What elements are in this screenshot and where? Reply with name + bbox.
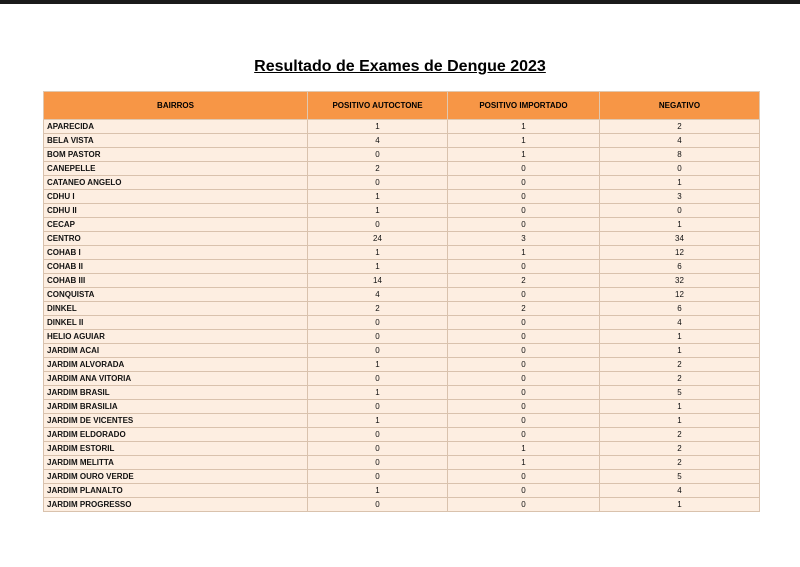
cell-positivo-importado: 0 (448, 204, 600, 218)
table-row (44, 176, 760, 190)
cell-positivo-importado: 0 (448, 498, 600, 512)
cell-positivo-autoctone: 0 (308, 218, 448, 232)
cell-bairro: CATANEO ANGELO (44, 176, 308, 190)
cell-bairro: APARECIDA (44, 120, 308, 134)
cell-positivo-autoctone: 0 (308, 456, 448, 470)
cell-negativo: 2 (600, 120, 760, 134)
cell-bairro: HELIO AGUIAR (44, 330, 308, 344)
cell-bairro: JARDIM DE VICENTES (44, 414, 308, 428)
cell-positivo-autoctone: 1 (308, 190, 448, 204)
cell-negativo: 4 (600, 316, 760, 330)
cell-negativo: 12 (600, 246, 760, 260)
cell-negativo: 2 (600, 442, 760, 456)
cell-positivo-importado: 1 (448, 456, 600, 470)
cell-bairro: CDHU II (44, 204, 308, 218)
table-row (44, 470, 760, 484)
table-row (44, 288, 760, 302)
cell-negativo: 1 (600, 400, 760, 414)
cell-bairro: JARDIM ALVORADA (44, 358, 308, 372)
cell-positivo-importado: 0 (448, 330, 600, 344)
table-header-row (44, 92, 760, 120)
cell-negativo: 2 (600, 372, 760, 386)
table-row (44, 190, 760, 204)
cell-negativo: 32 (600, 274, 760, 288)
cell-positivo-autoctone: 1 (308, 414, 448, 428)
top-border (0, 0, 800, 4)
dengue-results-table (43, 91, 760, 512)
cell-bairro: DINKEL II (44, 316, 308, 330)
cell-positivo-autoctone: 1 (308, 246, 448, 260)
cell-positivo-importado: 0 (448, 428, 600, 442)
cell-bairro: BOM PASTOR (44, 148, 308, 162)
table-row (44, 162, 760, 176)
table-row (44, 148, 760, 162)
cell-negativo: 2 (600, 358, 760, 372)
cell-positivo-importado: 1 (448, 120, 600, 134)
cell-positivo-autoctone: 0 (308, 442, 448, 456)
cell-positivo-autoctone: 0 (308, 428, 448, 442)
table-row (44, 274, 760, 288)
cell-positivo-autoctone: 0 (308, 372, 448, 386)
cell-bairro: CANEPELLE (44, 162, 308, 176)
header-positivo-importado: POSITIVO IMPORTADO (448, 92, 600, 120)
table-row (44, 218, 760, 232)
table-row (44, 134, 760, 148)
table-row (44, 120, 760, 134)
cell-positivo-importado: 0 (448, 470, 600, 484)
cell-positivo-autoctone: 0 (308, 498, 448, 512)
cell-bairro: JARDIM PLANALTO (44, 484, 308, 498)
cell-positivo-importado: 0 (448, 400, 600, 414)
page-title: Resultado de Exames de Dengue 2023 (254, 58, 546, 75)
cell-bairro: JARDIM ESTORIL (44, 442, 308, 456)
cell-bairro: JARDIM OURO VERDE (44, 470, 308, 484)
cell-bairro: JARDIM MELITTA (44, 456, 308, 470)
cell-bairro: CECAP (44, 218, 308, 232)
cell-positivo-autoctone: 1 (308, 358, 448, 372)
table-row (44, 428, 760, 442)
cell-positivo-importado: 0 (448, 190, 600, 204)
cell-negativo: 1 (600, 344, 760, 358)
cell-positivo-autoctone: 1 (308, 204, 448, 218)
cell-negativo: 3 (600, 190, 760, 204)
cell-positivo-autoctone: 14 (308, 274, 448, 288)
cell-bairro: JARDIM ANA VITORIA (44, 372, 308, 386)
cell-negativo: 8 (600, 148, 760, 162)
cell-bairro: JARDIM ELDORADO (44, 428, 308, 442)
cell-positivo-importado: 0 (448, 218, 600, 232)
table-row (44, 414, 760, 428)
table-row (44, 232, 760, 246)
cell-negativo: 5 (600, 386, 760, 400)
cell-positivo-importado: 0 (448, 176, 600, 190)
cell-negativo: 1 (600, 330, 760, 344)
table-row (44, 330, 760, 344)
cell-positivo-autoctone: 0 (308, 148, 448, 162)
header-positivo-autoctone: POSITIVO AUTOCTONE (308, 92, 448, 120)
cell-positivo-autoctone: 0 (308, 400, 448, 414)
cell-positivo-autoctone: 1 (308, 260, 448, 274)
cell-positivo-autoctone: 0 (308, 470, 448, 484)
cell-positivo-autoctone: 2 (308, 302, 448, 316)
table-row (44, 484, 760, 498)
table-row (44, 358, 760, 372)
cell-positivo-importado: 1 (448, 246, 600, 260)
cell-positivo-autoctone: 1 (308, 120, 448, 134)
cell-negativo: 1 (600, 218, 760, 232)
cell-negativo: 2 (600, 428, 760, 442)
cell-bairro: CENTRO (44, 232, 308, 246)
cell-positivo-autoctone: 0 (308, 330, 448, 344)
cell-positivo-importado: 0 (448, 372, 600, 386)
cell-negativo: 6 (600, 260, 760, 274)
cell-positivo-importado: 0 (448, 288, 600, 302)
cell-positivo-importado: 0 (448, 316, 600, 330)
cell-positivo-importado: 0 (448, 414, 600, 428)
cell-negativo: 0 (600, 162, 760, 176)
cell-positivo-importado: 2 (448, 274, 600, 288)
cell-positivo-importado: 0 (448, 344, 600, 358)
table-row (44, 260, 760, 274)
table-row (44, 442, 760, 456)
cell-negativo: 34 (600, 232, 760, 246)
cell-bairro: BELA VISTA (44, 134, 308, 148)
table-row (44, 400, 760, 414)
cell-bairro: DINKEL (44, 302, 308, 316)
cell-positivo-autoctone: 1 (308, 484, 448, 498)
cell-positivo-autoctone: 4 (308, 288, 448, 302)
cell-negativo: 1 (600, 414, 760, 428)
cell-positivo-autoctone: 24 (308, 232, 448, 246)
table-row (44, 302, 760, 316)
table-body (44, 120, 760, 512)
cell-positivo-importado: 0 (448, 358, 600, 372)
cell-positivo-importado: 1 (448, 134, 600, 148)
cell-bairro: JARDIM BRASIL (44, 386, 308, 400)
table-row (44, 344, 760, 358)
table-row (44, 498, 760, 512)
cell-negativo: 4 (600, 134, 760, 148)
cell-bairro: COHAB II (44, 260, 308, 274)
cell-bairro: JARDIM BRASILIA (44, 400, 308, 414)
cell-positivo-autoctone: 0 (308, 344, 448, 358)
cell-negativo: 4 (600, 484, 760, 498)
table-row (44, 372, 760, 386)
cell-positivo-autoctone: 2 (308, 162, 448, 176)
table-row (44, 456, 760, 470)
cell-positivo-importado: 0 (448, 260, 600, 274)
cell-negativo: 12 (600, 288, 760, 302)
cell-bairro: CONQUISTA (44, 288, 308, 302)
cell-negativo: 6 (600, 302, 760, 316)
cell-negativo: 0 (600, 204, 760, 218)
cell-positivo-importado: 0 (448, 484, 600, 498)
table-row (44, 316, 760, 330)
header-negativo: NEGATIVO (600, 92, 760, 120)
cell-positivo-importado: 1 (448, 148, 600, 162)
cell-positivo-importado: 3 (448, 232, 600, 246)
table-row (44, 204, 760, 218)
cell-bairro: JARDIM PROGRESSO (44, 498, 308, 512)
cell-positivo-importado: 0 (448, 386, 600, 400)
cell-bairro: COHAB I (44, 246, 308, 260)
cell-positivo-importado: 0 (448, 162, 600, 176)
cell-positivo-importado: 2 (448, 302, 600, 316)
cell-negativo: 2 (600, 456, 760, 470)
cell-positivo-autoctone: 1 (308, 386, 448, 400)
cell-positivo-autoctone: 4 (308, 134, 448, 148)
cell-negativo: 5 (600, 470, 760, 484)
table-row (44, 386, 760, 400)
cell-negativo: 1 (600, 498, 760, 512)
cell-bairro: COHAB III (44, 274, 308, 288)
cell-bairro: JARDIM ACAI (44, 344, 308, 358)
cell-positivo-importado: 1 (448, 442, 600, 456)
cell-positivo-autoctone: 0 (308, 316, 448, 330)
header-bairros: BAIRROS (44, 92, 308, 120)
table-row (44, 246, 760, 260)
cell-positivo-autoctone: 0 (308, 176, 448, 190)
cell-bairro: CDHU I (44, 190, 308, 204)
cell-negativo: 1 (600, 176, 760, 190)
